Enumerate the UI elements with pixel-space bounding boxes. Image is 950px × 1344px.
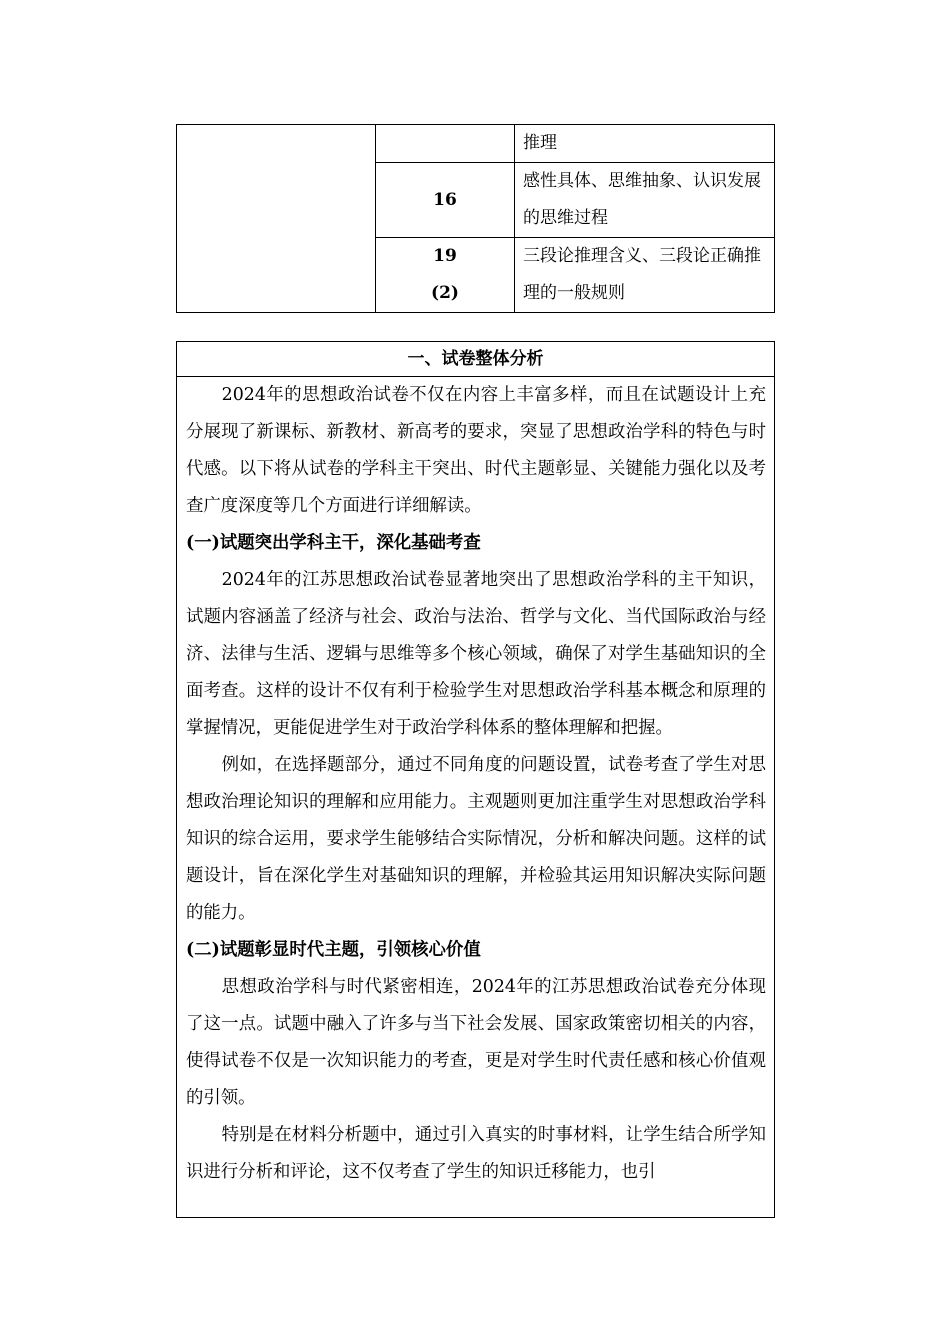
- section-heading: (二)试题彰显时代主题，引领核心价值: [186, 940, 481, 960]
- question-number-cell: 16: [376, 163, 515, 238]
- knowledge-point-cell: 感性具体、思维抽象、认识发展的思维过程: [515, 163, 775, 238]
- section-heading: (一)试题突出学科主干，深化基础考查: [186, 533, 481, 553]
- intro-paragraph: 2024年的思想政治试卷不仅在内容上丰富多样，而且在试题设计上充分展现了新课标、新教材、新高考的要求，突显了思想政治学科的特色与时代感。以下将从试卷的学科主干突出、时代主题彰显、关键能力强化以及考查广度深度等几个方面进行详细解读。: [186, 385, 766, 516]
- table-row: [177, 125, 775, 163]
- question-number-cell: [376, 238, 515, 313]
- analysis-box: [176, 341, 775, 1218]
- knowledge-point-cell: 三段论推理含义、三段论正确推理的一般规则: [515, 238, 775, 313]
- body-paragraph: 特别是在材料分析题中，通过引入真实的时事材料，让学生结合所学知识进行分析和评论，这不仅考查了学生的知识迁移能力，也引: [186, 1125, 766, 1182]
- knowledge-point-cell: 推理: [515, 125, 775, 163]
- module-cell: [177, 125, 376, 313]
- question-subnumber: (2): [431, 283, 459, 303]
- analysis-title: 一、试卷整体分析: [177, 342, 774, 377]
- body-paragraph: 2024年的江苏思想政治试卷显著地突出了思想政治学科的主干知识，试题内容涵盖了经济与社会、政治与法治、哲学与文化、当代国际政治与经济、法律与生活、逻辑与思维等多个核心领域，确保了对学生基础知识的全面考查。这样的设计不仅有利于检验学生对思想政治学科基本概念和原理的掌握情况，更能促进学生对于政治学科体系的整体理解和把握。: [186, 570, 766, 738]
- question-number-cell: [376, 125, 515, 163]
- body-paragraph: 例如，在选择题部分，通过不同角度的问题设置，试卷考查了学生对思想政治理论知识的理解和应用能力。主观题则更加注重学生对思想政治学科知识的综合运用，要求学生能够结合实际情况，分析和解决问题。这样的试题设计，旨在深化学生对基础知识的理解，并检验其运用知识解决实际问题的能力。: [186, 755, 766, 923]
- analysis-body: [177, 377, 774, 1191]
- body-paragraph: 思想政治学科与时代紧密相连，2024年的江苏思想政治试卷充分体现了这一点。试题中融入了许多与当下社会发展、国家政策密切相关的内容，使得试卷不仅是一次知识能力的考查，更是对学生时代责任感和核心价值观的引领。: [186, 977, 766, 1108]
- question-number: 19: [433, 246, 457, 266]
- knowledge-point-table: [176, 124, 775, 313]
